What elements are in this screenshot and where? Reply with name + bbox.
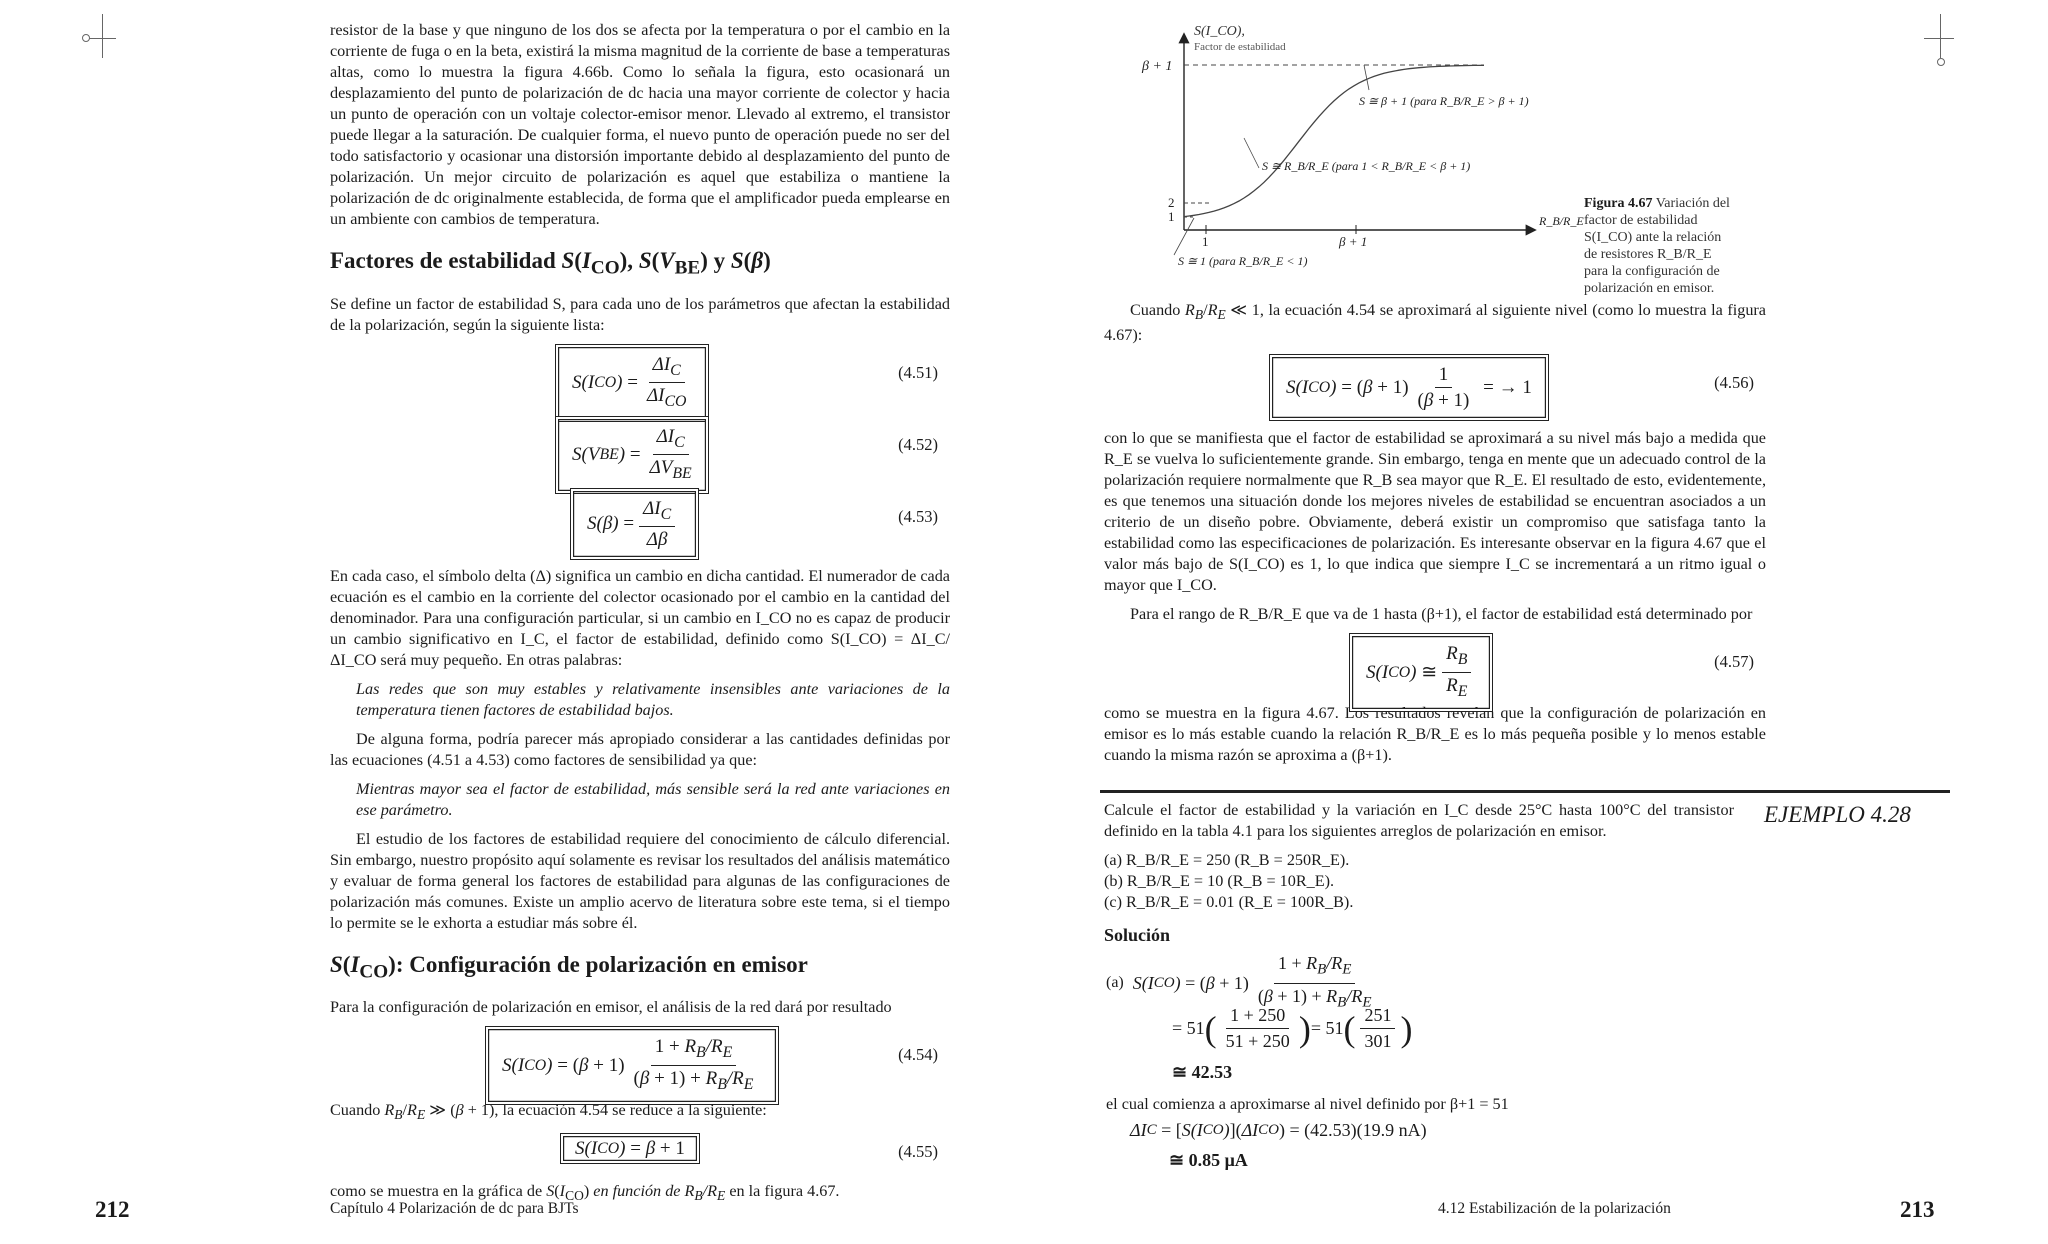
- solution-a-label: (a): [1106, 974, 1124, 992]
- section-title-stability-factors: Factores de estabilidad $S(I_{CO})$, $S(V_{BE})$ y S(β): [330, 248, 771, 279]
- when-small-paragraph: Cuando $R_B/R_E$ ≪ 1, la ecuación 4.54 se aproximará al siguiente nivel (como lo muestra la figura 4.67):: [1104, 301, 1766, 345]
- right-column: [1104, 300, 1766, 774]
- quote-high-stability: Mientras mayor sea el factor de estabilidad, más sensible será la red ante variaciones en ese parámetro.: [356, 779, 950, 819]
- step2-num: 1 + 250: [1226, 1004, 1289, 1029]
- shown-paragraph: como se muestra en la gráfica de $S(I_{CO})$ en función de $R_B/R_E$ en la figura 4.67.: [330, 1182, 840, 1204]
- results-paragraph: como se muestra en la figura 4.67. Los resultados revelan que la configuración de polarización en emisor es lo más estable cuando la relación R_B/R_E es lo más pequeña posible y lo menos estable cuando la misma razón se aproxima a (β+1).: [1104, 704, 1766, 765]
- annotation-high: S ≅ β + 1 (para R_B/R_E > β + 1): [1359, 94, 1529, 108]
- eq-number: (4.56): [1714, 373, 1754, 393]
- example-item-b: (b) R_B/R_E = 10 (R_B = 10R_E).: [1104, 872, 1335, 890]
- stability-curve: [1184, 65, 1484, 216]
- study-paragraph: El estudio de los factores de estabilidad requiere del conocimiento de cálculo diferencial. Sin embargo, nuestro propósito aquí solamente es revisar los resultados del análisis matemático y evaluar de forma general los factores de estabilidad para algunas de las configuraciones de polarización más comunes. Existe un amplio acervo de literatura sobre este tema, si el tiempo lo permite se le exhorta a estudiar más sobre él.: [330, 829, 950, 932]
- equation-4-52: S(V BE ) = $\frac{\Delta I_C}{\Delta V_{BE}}$ (4.52): [330, 416, 950, 480]
- y-axis-title: S(I_CO),: [1194, 24, 1245, 39]
- solution-a-equation: (a) S(I CO ) = ( β + 1) $\frac{1 + R_B/R_E}{(\beta + 1) + R_B/R_E}$: [1106, 953, 1372, 1011]
- example-item-c: (c) R_B/R_E = 0.01 (R_E = 100R_B).: [1104, 893, 1354, 911]
- eq-number: (4.53): [898, 506, 938, 526]
- equation-4-57: S(I CO ) ≅ $\frac{R_B}{R_E}$ (4.57): [1104, 633, 1766, 695]
- figure-caption: [1584, 195, 1734, 297]
- eq-number: (4.51): [898, 362, 938, 382]
- step2-num2: 251: [1360, 1004, 1395, 1029]
- delta-paragraph: En cada caso, el símbolo delta (Δ) significa un cambio en dicha cantidad. El numerador de cada ecuación es el cambio en la corriente del colector ocasionado por el cambio en la cantidad del denominador. Para una configuración particular, si un cambio en I_CO no es capaz de producir un cambio significativo en I_C, el factor de estabilidad, definido como S(I_CO) = ΔI_C/ΔI_CO será muy pequeño. En otras palabras:: [330, 566, 950, 669]
- example-text: Calcule el factor de estabilidad y la variación en I_C desde 25°C hasta 100°C del transistor definido en la tabla 4.1 para los siguientes arreglos de polarización en emisor.: [1104, 801, 1734, 840]
- minimum-paragraph: con lo que se manifiesta que el factor de estabilidad se aproximará a su nivel más bajo a medida que R_E se vuelva lo suficientemente grande. Sin embargo, tenga en mente que un adecuado control de la polarización requiere normalmente que R_B sea mayor que R_E. El resultado de esto, evidentemente, es que tenemos una situación donde los mejores niveles de estabilidad se encuentran asociados a un criterio de un diseño pobre. Obviamente, deberá existir un compromiso que satisfaga tanto la estabilidad como las especificaciones de polarización. Es interesante observar en la figura 4.67 que el valor más bajo de S(I_CO) es 1, lo que indica que siempre I_C se incrementará a un ritmo igual o mayor que I_CO.: [1104, 429, 1766, 595]
- example-block: [1104, 800, 1734, 946]
- quote-low-stability: Las redes que son muy estables y relativamente insensibles ante variaciones de la temperatura tienen factores de estabilidad bajos.: [356, 679, 950, 719]
- figure-caption-text: Variación del factor de estabilidad S(I_CO) ante la relación de resistores R_B/R_E para la configuración de polarización en emisor.: [1584, 196, 1730, 296]
- example-rule: [1100, 790, 1950, 793]
- equation-4-54: S(I CO ) = ( β + 1) $\frac{1 + R_B/R_E}{(\beta + 1) + R_B/R_E}$ (4.54): [330, 1026, 950, 1092]
- annotation-low: S ≅ 1 (para R_B/R_E < 1): [1178, 254, 1308, 268]
- emitter-paragraph: Para la configuración de polarización en emisor, el análisis de la red dará por resultado: [330, 998, 892, 1017]
- left-column: [330, 20, 950, 1215]
- page-number: 212: [95, 1197, 130, 1222]
- x-tick-beta-plus-1: β + 1: [1339, 234, 1368, 249]
- running-footer: 4.12 Estabilización de la polarización: [1438, 1200, 1671, 1217]
- equation-4-53: S(β) = $\frac{\Delta I_C}{\Delta\beta}$ (4.53): [330, 488, 950, 552]
- equation-4-55: S(I CO ) = β + 1 (4.55): [330, 1133, 950, 1173]
- solution-delta-result: ≅ 0.85 μA: [1169, 1150, 1248, 1170]
- equation-4-56: S(I CO ) = ( β + 1) $\frac{1}{(\beta + 1)}$ = → 1 (4.56): [1104, 354, 1766, 420]
- eq-number: (4.55): [898, 1142, 938, 1162]
- solution-step-2: = 51 ( $\frac{1 + 250}{51 + 250}$ ) = 51 ( $\frac{251}{301}$ ): [1172, 1005, 1413, 1051]
- sensitivity-paragraph: De alguna forma, podría parecer más apropiado considerar a las cantidades definidas por las ecuaciones (4.51 a 4.53) como factores de sensibilidad ya que:: [330, 729, 950, 769]
- running-footer: Capítulo 4 Polarización de dc para BJTs: [330, 1200, 579, 1217]
- y-axis-subtitle: Factor de estabilidad: [1194, 41, 1286, 53]
- equation-4-51: S(I CO ) = $\frac{\Delta I_C}{\Delta I_{CO}}$ (4.51): [330, 344, 950, 408]
- crop-mark: [1924, 14, 1954, 58]
- example-item-a: (a) R_B/R_E = 250 (R_B = 250R_E).: [1104, 851, 1350, 869]
- crop-mark: [86, 14, 116, 58]
- solution-result: ≅ 42.53: [1172, 1062, 1233, 1082]
- eq-number: (4.57): [1714, 652, 1754, 672]
- x-axis-label: R_B/R_E: [1539, 214, 1584, 228]
- y-tick-1: 1: [1168, 209, 1175, 224]
- right-page: [1024, 0, 2048, 1244]
- figure-label: Figura 4.67: [1584, 196, 1653, 211]
- eq-number: (4.52): [898, 434, 938, 454]
- define-paragraph: Se define un factor de estabilidad S, para cada uno de los parámetros que afectan la estabilidad de la polarización, según la siguiente lista:: [330, 294, 950, 334]
- step2-prefix: = 51: [1172, 1018, 1205, 1038]
- solution-note: el cual comienza a aproximarse al nivel definido por β+1 = 51: [1106, 1095, 1509, 1113]
- step2-den2: 301: [1364, 1031, 1392, 1051]
- y-tick-beta-plus-1: β + 1: [1142, 59, 1173, 74]
- solution-title: Solución: [1104, 925, 1171, 945]
- stability-factor-chart: [1134, 20, 1584, 295]
- annotation-mid: S ≅ R_B/R_E (para 1 < R_B/R_E < β + 1): [1262, 159, 1471, 173]
- x-tick-1: 1: [1202, 234, 1209, 249]
- when-large-paragraph: Cuando $R_B/R_E$ ≫ (β + 1), la ecuación 4.54 se reduce a la siguiente:: [330, 1101, 767, 1123]
- page-number: 213: [1900, 1197, 1935, 1222]
- solution-delta-ic: ΔI C = [ S(I CO ) ]( ΔI CO ) = (42.53)(19.9 nA): [1130, 1120, 1427, 1140]
- step2-den: 51 + 250: [1225, 1031, 1290, 1051]
- section-title-emitter-bias: $S(I_{CO})$: Configuración de polarización en emisor: [330, 951, 808, 983]
- leader-high: [1364, 65, 1369, 90]
- intro-paragraph: resistor de la base y que ninguno de los dos se afecta por la temperatura o por el cambio en la corriente de fuga o en la beta, existirá la misma magnitud de la corriente de base a temperaturas altas, como lo muestra la figura 4.66b. Como lo señala la figura, esto ocasionará un desplazamiento del punto de polarización de dc hacia una mayor corriente de colector y hacia un punto de operación con un voltaje colector-emisor menor. Llevado al extremo, el transistor puede llegar a la saturación. De cualquier forma, el nuevo punto de operación puede no ser del todo satisfactorio y ocasionar una distorsión importante debido al desplazamiento del punto de polarización. Un mejor circuito de polarización es aquel que estabiliza o mantiene la polarización de dc originalmente establecida, de forma que el amplificador pueda emplearse en un ambiente con cambios de temperatura.: [330, 21, 950, 228]
- example-title: EJEMPLO 4.28: [1764, 802, 1911, 827]
- y-tick-2: 2: [1168, 195, 1175, 210]
- range-paragraph: Para el rango de R_B/R_E que va de 1 hasta (β+1), el factor de estabilidad está determinado por: [1130, 605, 1753, 624]
- step2-mid: = 51: [1310, 1018, 1344, 1038]
- eq-number: (4.54): [898, 1045, 938, 1065]
- leader-mid: [1244, 138, 1259, 168]
